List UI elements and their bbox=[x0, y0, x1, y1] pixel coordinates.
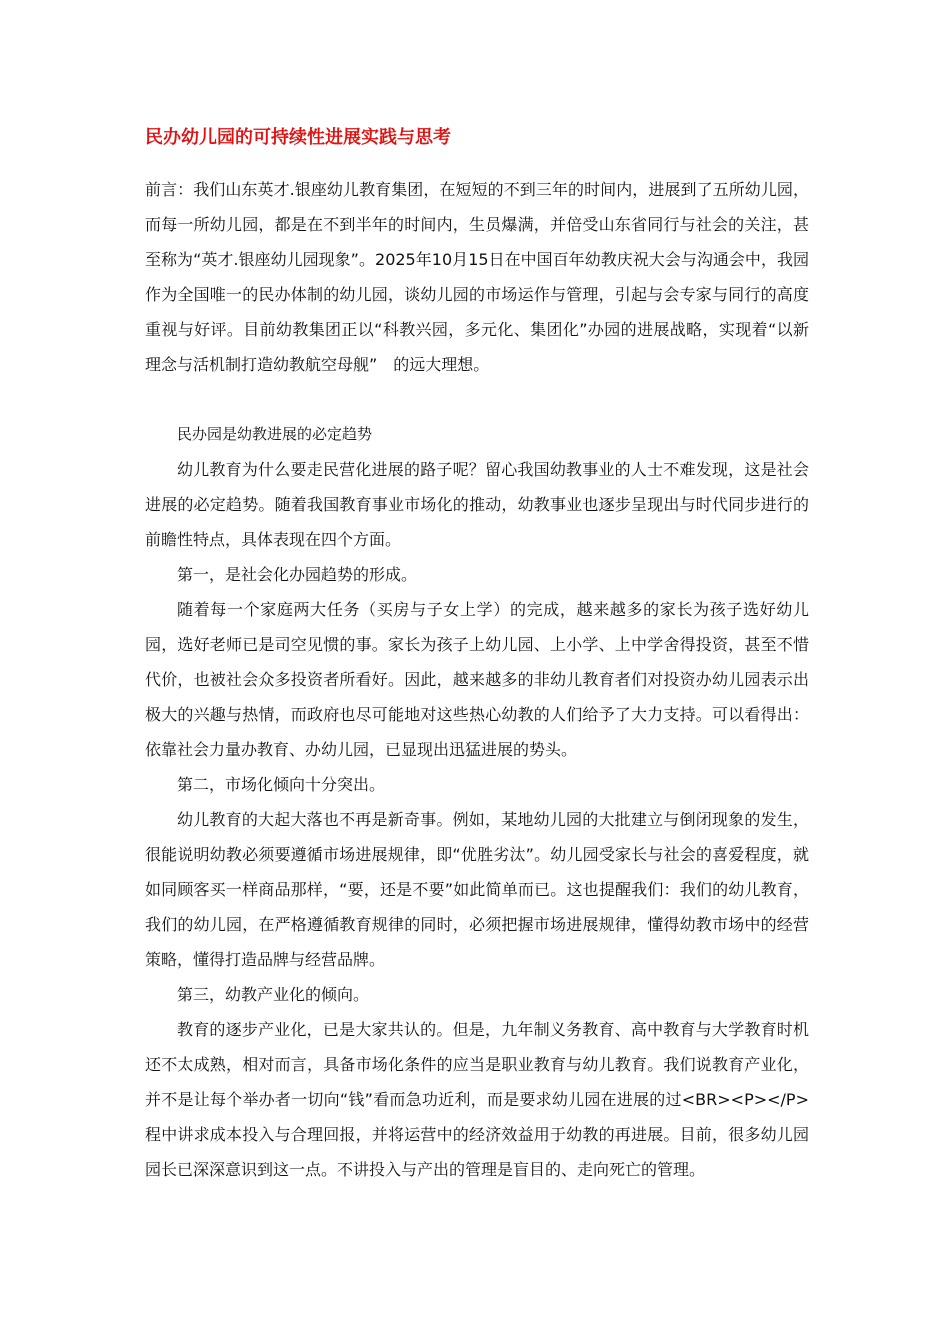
section-heading: 民办园是幼教进展的必定趋势 bbox=[177, 425, 373, 443]
body-paragraph: 幼儿教育的大起大落也不再是新奇事。例如，某地幼儿园的大批建立与倒闭现象的发生，很能说明幼教必须要遵循市场进展规律，即“优胜劣汰”。幼儿园受家长与社会的喜爱程度，就如同顾客买一样商品那样，“要，还是不要”如此简单而已。这也提醒我们：我们的幼儿教育，我们的幼儿园，在严格遵循教育规律的同时，必须把握市场进展规律，懂得幼教市场中的经营策略，懂得打造品牌与经营品牌。 bbox=[145, 810, 809, 969]
body-paragraph: 幼儿教育为什么要走民营化进展的路子呢？留心我国幼教事业的人士不难发现，这是社会进展的必定趋势。随着我国教育事业市场化的推动，幼教事业也逐步呈现出与时代同步进行的前瞻性特点，具体表现在四个方面。 bbox=[145, 460, 809, 549]
document-title: 民办幼儿园的可持续性进展实践与思考 bbox=[145, 127, 451, 148]
point-heading-second: 第二，市场化倾向十分突出。 bbox=[177, 775, 386, 794]
point-heading-first: 第一，是社会化办园趋势的形成。 bbox=[177, 565, 418, 584]
document-body bbox=[145, 122, 809, 1187]
paragraph-spacer bbox=[145, 382, 809, 417]
body-paragraph: 随着每一个家庭两大任务（买房与子女上学）的完成，越来越多的家长为孩子选好幼儿园，选好老师已是司空见惯的事。家长为孩子上幼儿园、上小学、上中学舍得投资，甚至不惜代价，也被社会众多投资者所看好。因此，越来越多的非幼儿教育者们对投资办幼儿园表示出极大的兴趣与热情，而政府也尽可能地对这些热心幼教的人们给予了大力支持。可以看得出：依靠社会力量办教育、办幼儿园，已显现出迅猛进展的势头。 bbox=[145, 600, 809, 759]
point-heading-third: 第三，幼教产业化的倾向。 bbox=[177, 985, 370, 1004]
body-paragraph: 教育的逐步产业化，已是大家共认的。但是，九年制义务教育、高中教育与大学教育时机还不太成熟，相对而言，具备市场化条件的应当是职业教育与幼儿教育。我们说教育产业化，并不是让每个举办者一切向“钱”看而急功近利，而是要求幼儿园在进展的过<BR><P></P>程中讲求成本投入与合理回报，并将运营中的经济效益用于幼教的再进展。目前，很多幼儿园园长已深深意识到这一点。不讲投入与产出的管理是盲目的、走向死亡的管理。 bbox=[145, 1020, 809, 1179]
preface-paragraph: 前言：我们山东英才.银座幼儿教育集团，在短短的不到三年的时间内，进展到了五所幼儿园，而每一所幼儿园，都是在不到半年的时间内，生员爆满，并倍受山东省同行与社会的关注，甚至称为“英才.银座幼儿园现象”。2025年10月15日在中国百年幼教庆祝大会与沟通会中，我园作为全国唯一的民办体制的幼儿园，谈幼儿园的市场运作与管理，引起与会专家与同行的高度重视与好评。目前幼教集团正以“科教兴园，多元化、集团化”办园的进展战略，实现着“以新理念与活机制打造幼教航空母舰” 的远大理想。 bbox=[145, 180, 809, 374]
